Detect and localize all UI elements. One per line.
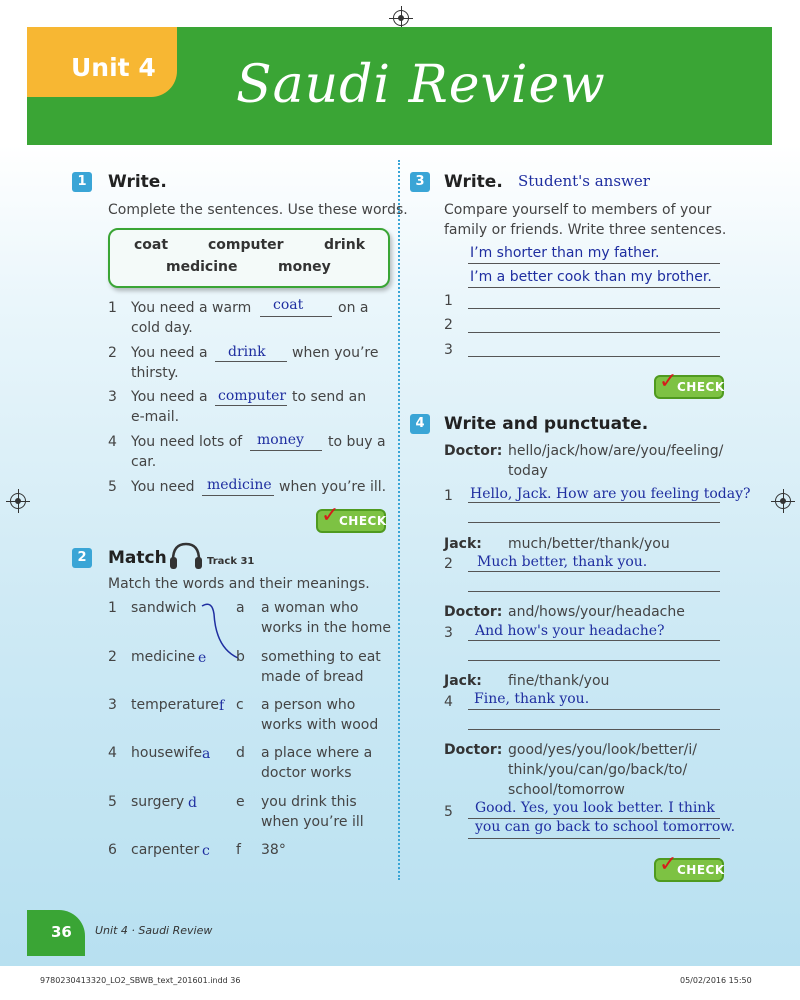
section-title: Write and punctuate.: [444, 414, 649, 434]
answer-line[interactable]: [202, 495, 274, 496]
unit-label: Unit 4: [71, 53, 156, 82]
answer-line[interactable]: [468, 308, 720, 309]
item-number: 5: [444, 804, 453, 820]
item-number: 5: [108, 479, 117, 495]
answer-text: money: [257, 432, 304, 448]
item-number: 5: [108, 794, 117, 810]
answer-text: d: [188, 795, 197, 811]
sentence-text: on a: [338, 300, 369, 316]
sentence-text: You need a: [131, 389, 208, 405]
speaker-label: Jack:: [444, 536, 482, 552]
match-word: housewife: [131, 745, 203, 761]
speaker-label: Doctor:: [444, 443, 503, 459]
example-sentence: I’m shorter than my father.: [470, 245, 660, 261]
answer-line[interactable]: [468, 502, 720, 503]
item-number: 1: [108, 300, 117, 316]
check-button[interactable]: [654, 852, 725, 882]
meaning-text: when you’re ill: [261, 814, 364, 830]
answer-text: e: [198, 650, 207, 666]
answer-text: medicine: [207, 477, 272, 493]
section-title: Write.: [444, 172, 503, 192]
meaning-letter: a: [236, 600, 245, 616]
track-label: Track 31: [207, 556, 255, 567]
prompt-words: fine/thank/you: [508, 673, 610, 689]
section-number: 1: [72, 172, 92, 192]
footer-title: Unit 4 · Saudi Review: [95, 924, 213, 937]
answer-line[interactable]: [250, 450, 322, 451]
item-number: 6: [108, 842, 117, 858]
item-number: 3: [444, 625, 453, 641]
teacher-note: Student's answer: [518, 172, 650, 190]
meaning-text: a place where a: [261, 745, 373, 761]
speaker-label: Doctor:: [444, 604, 503, 620]
answer-line[interactable]: [260, 316, 332, 317]
answer-line: [468, 263, 720, 264]
section-number: 2: [72, 548, 92, 568]
instruction: family or friends. Write three sentences.: [444, 222, 727, 238]
instruction: Compare yourself to members of your: [444, 202, 712, 218]
item-number: 3: [108, 389, 117, 405]
prompt-words: think/you/can/go/back/to/: [508, 762, 688, 778]
checkmark-icon: ✓: [321, 503, 340, 528]
item-number: 1: [444, 293, 453, 309]
check-label: CHECK: [339, 514, 387, 528]
answer-line[interactable]: [215, 405, 287, 406]
unit-tab: [27, 27, 177, 97]
answer-line[interactable]: [468, 838, 720, 839]
sentence-text: thirsty.: [131, 365, 179, 381]
check-button[interactable]: [654, 369, 725, 399]
prompt-words: hello/jack/how/are/you/feeling/: [508, 443, 724, 459]
print-slug: 9780230413320_LO2_SBWB_text_201601.indd 36: [40, 976, 241, 985]
answer-text: computer: [218, 388, 287, 404]
sentence-text: You need lots of: [131, 434, 243, 450]
answer-text: Good. Yes, you look better. I think: [475, 800, 715, 816]
section-number: 4: [410, 414, 430, 434]
checkmark-icon: ✓: [659, 369, 678, 394]
prompt-words: today: [508, 463, 548, 479]
checkmark-icon: ✓: [659, 852, 678, 877]
item-number: 4: [108, 434, 117, 450]
answer-line[interactable]: [468, 522, 720, 523]
word: computer: [208, 237, 284, 253]
check-label: CHECK: [677, 863, 725, 877]
word: drink: [324, 237, 366, 253]
answer-line[interactable]: [468, 660, 720, 661]
page-number: 36: [51, 923, 72, 941]
item-number: 2: [444, 556, 453, 572]
sentence-text: to buy a: [328, 434, 386, 450]
page-title: Saudi Review: [236, 55, 606, 115]
answer-text: coat: [273, 297, 304, 313]
match-word: medicine: [131, 649, 196, 665]
speaker-label: Jack:: [444, 673, 482, 689]
meaning-text: works with wood: [261, 717, 379, 733]
section-title: Match: [108, 548, 167, 568]
registration-mark-icon: [775, 493, 791, 509]
item-number: 2: [444, 317, 453, 333]
answer-line[interactable]: [468, 571, 720, 572]
answer-text: c: [202, 843, 210, 859]
sentence-text: e-mail.: [131, 409, 180, 425]
prompt-words: good/yes/you/look/better/i/: [508, 742, 697, 758]
page-number-tab: [27, 910, 85, 956]
sentence-text: You need a warm: [131, 300, 252, 316]
instruction: Complete the sentences. Use these words.: [108, 202, 408, 218]
registration-mark-icon: [393, 10, 409, 26]
column-divider: [398, 160, 400, 880]
item-number: 3: [444, 342, 453, 358]
item-number: 4: [444, 694, 453, 710]
answer-line[interactable]: [468, 709, 720, 710]
meaning-text: a woman who: [261, 600, 359, 616]
prompt-words: school/tomorrow: [508, 782, 625, 798]
item-number: 2: [108, 649, 117, 665]
answer-text: Hello, Jack. How are you feeling today?: [470, 486, 751, 502]
meaning-text: a person who: [261, 697, 356, 713]
item-number: 3: [108, 697, 117, 713]
headphones-icon: [168, 540, 204, 572]
meaning-text: works in the home: [261, 620, 391, 636]
print-slug-date: 05/02/2016 15:50: [680, 976, 752, 985]
meaning-text: made of bread: [261, 669, 364, 685]
word-box: [108, 228, 390, 288]
check-button[interactable]: [316, 503, 387, 533]
item-number: 1: [108, 600, 117, 616]
word: money: [278, 259, 331, 275]
sentence-text: car.: [131, 454, 157, 470]
section-title: Write.: [108, 172, 167, 192]
sentence-text: when you’re ill.: [279, 479, 387, 495]
item-number: 2: [108, 345, 117, 361]
sentence-text: You need: [131, 479, 195, 495]
answer-text: drink: [228, 344, 266, 360]
instruction: Match the words and their meanings.: [108, 576, 370, 592]
section-number: 3: [410, 172, 430, 192]
prompt-words: much/better/thank/you: [508, 536, 670, 552]
meaning-text: 38°: [261, 842, 286, 858]
meaning-letter: f: [236, 842, 241, 858]
meaning-letter: e: [236, 794, 245, 810]
meaning-letter: b: [236, 649, 245, 665]
meaning-text: something to eat: [261, 649, 381, 665]
speaker-label: Doctor:: [444, 742, 503, 758]
match-word: surgery: [131, 794, 185, 810]
meaning-text: you drink this: [261, 794, 357, 810]
meaning-letter: d: [236, 745, 245, 761]
word: coat: [134, 237, 169, 253]
answer-line[interactable]: [468, 640, 720, 641]
answer-text: And how's your headache?: [475, 623, 665, 639]
sentence-text: You need a: [131, 345, 208, 361]
sentence-text: cold day.: [131, 320, 193, 336]
answer-line[interactable]: [468, 729, 720, 730]
meaning-text: doctor works: [261, 765, 352, 781]
answer-line[interactable]: [468, 356, 720, 357]
example-sentence: I’m a better cook than my brother.: [470, 269, 712, 285]
answer-text: f: [219, 698, 225, 714]
answer-text: Much better, thank you.: [477, 554, 648, 570]
sentence-text: to send an: [292, 389, 367, 405]
answer-line[interactable]: [215, 361, 287, 362]
item-number: 4: [108, 745, 117, 761]
answer-line[interactable]: [468, 591, 720, 592]
match-word: carpenter: [131, 842, 200, 858]
answer-text: you can go back to school tomorrow.: [475, 819, 736, 835]
item-number: 1: [444, 488, 453, 504]
match-word: temperature: [131, 697, 219, 713]
word: medicine: [166, 259, 238, 275]
check-label: CHECK: [677, 380, 725, 394]
meaning-letter: c: [236, 697, 244, 713]
match-word: sandwich: [131, 600, 197, 616]
sentence-text: when you’re: [292, 345, 379, 361]
answer-text: Fine, thank you.: [474, 691, 590, 707]
answer-line[interactable]: [468, 332, 720, 333]
prompt-words: and/hows/your/headache: [508, 604, 685, 620]
answer-line: [468, 287, 720, 288]
answer-text: a: [202, 746, 211, 762]
registration-mark-icon: [10, 493, 26, 509]
